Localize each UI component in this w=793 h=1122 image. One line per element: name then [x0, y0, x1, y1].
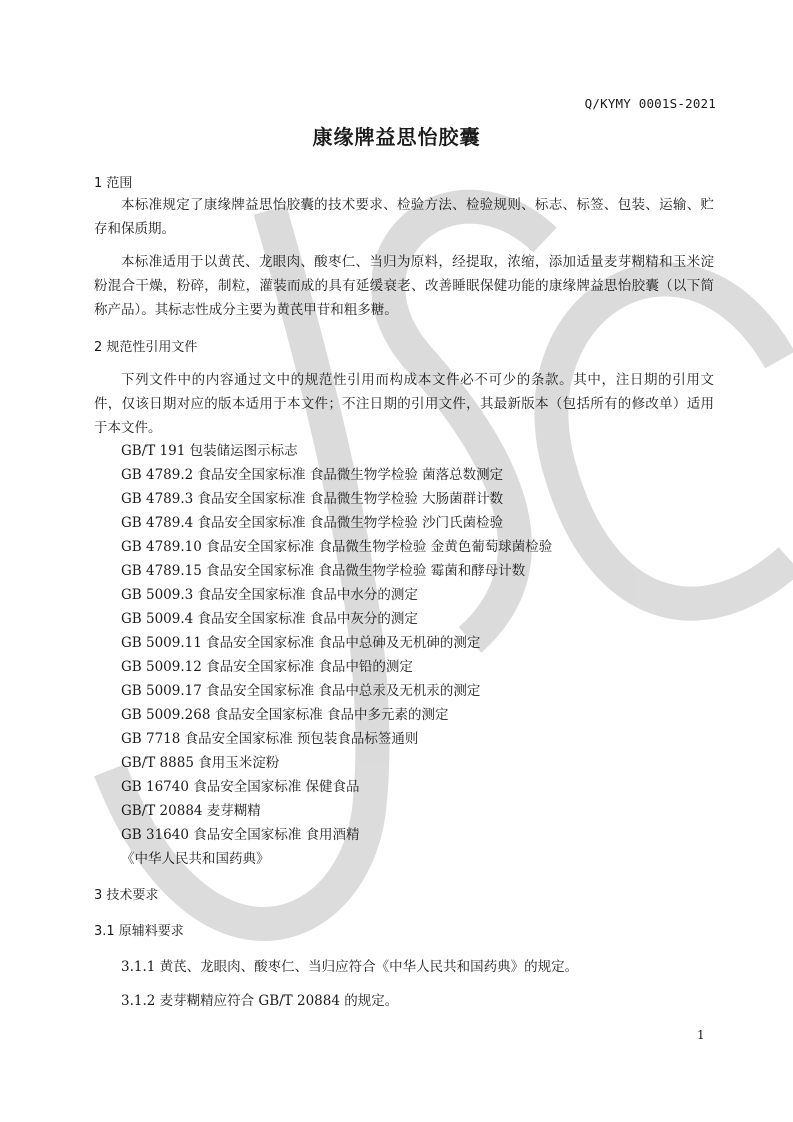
- reference-item: GB/T 8885 食用玉米淀粉: [121, 755, 280, 771]
- section-heading-scope: 1 范围: [94, 176, 133, 191]
- reference-item: GB 5009.268 食品安全国家标准 食品中多元素的测定: [121, 707, 449, 723]
- reference-item: GB 7718 食品安全国家标准 预包装食品标签通则: [121, 731, 419, 747]
- reference-item: GB 5009.3 食品安全国家标准 食品中水分的测定: [121, 587, 418, 603]
- subsection-heading-materials: 3.1 原辅料要求: [94, 924, 184, 939]
- section-heading-tech: 3 技术要求: [94, 888, 159, 903]
- reference-item: GB 4789.2 食品安全国家标准 食品微生物学检验 菌落总数测定: [121, 467, 504, 483]
- reference-item: GB 5009.11 食品安全国家标准 食品中总砷及无机砷的测定: [121, 635, 481, 651]
- standard-code: Q/KYMY 0001S-2021: [584, 96, 716, 111]
- reference-item: GB/T 20884 麦芽糊精: [121, 803, 261, 819]
- reference-item: GB 4789.3 食品安全国家标准 食品微生物学检验 大肠菌群计数: [121, 491, 504, 507]
- references-intro: 下列文件中的内容通过文中的规范性引用而构成本文件必不可少的条款。其中，注日期的引用文件，仅该日期对应的版本适用于本文件；不注日期的引用文件，其最新版本（包括所有的修改单）适用于本文件。: [94, 372, 714, 436]
- watermark-stroke-c: [551, 279, 790, 603]
- reference-item: 《中华人民共和国药典》: [121, 851, 270, 867]
- page-number: 1: [697, 1028, 705, 1042]
- reference-item: GB 4789.15 食品安全国家标准 食品微生物学检验 霉菌和酵母计数: [121, 563, 526, 579]
- reference-item: GB 16740 食品安全国家标准 保健食品: [121, 779, 360, 795]
- scope-paragraph-2: 本标准适用于以黄芪、龙眼肉、酸枣仁、当归为原料，经提取，浓缩，添加适量麦芽糊精和玉米淀粉混合干燥，粉碎，制粒，灌装而成的具有延缓衰老、改善睡眠保健功能的康缘牌益思怡胶囊（以下简称产品）。其标志性成分主要为黄芪甲苷和粗多糖。: [94, 254, 714, 318]
- document-title: 康缘牌益思怡胶囊: [312, 125, 481, 149]
- reference-item: GB 5009.4 食品安全国家标准 食品中灰分的测定: [121, 611, 418, 627]
- reference-item: GB 5009.17 食品安全国家标准 食品中总汞及无机汞的测定: [121, 683, 481, 699]
- clause-3-1-1: 3.1.1 黄芪、龙眼肉、酸枣仁、当归应符合《中华人民共和国药典》的规定。: [121, 959, 579, 975]
- reference-list: [121, 439, 552, 871]
- reference-item: GB 5009.12 食品安全国家标准 食品中铅的测定: [121, 659, 413, 675]
- scope-paragraph-1: 本标准规定了康缘牌益思怡胶囊的技术要求、检验方法、检验规则、标志、标签、包装、运输、贮存和保质期。: [94, 197, 714, 237]
- reference-item: GB 4789.4 食品安全国家标准 食品微生物学检验 沙门氏菌检验: [121, 515, 504, 531]
- reference-item: GB 31640 食品安全国家标准 食用酒精: [121, 827, 360, 843]
- reference-item: GB 4789.10 食品安全国家标准 食品微生物学检验 金黄色葡萄球菌检验: [121, 539, 553, 555]
- reference-item: GB/T 191 包装储运图示标志: [121, 443, 298, 459]
- clause-3-1-2: 3.1.2 麦芽糊精应符合 GB/T 20884 的规定。: [121, 993, 399, 1009]
- section-heading-references: 2 规范性引用文件: [94, 340, 198, 355]
